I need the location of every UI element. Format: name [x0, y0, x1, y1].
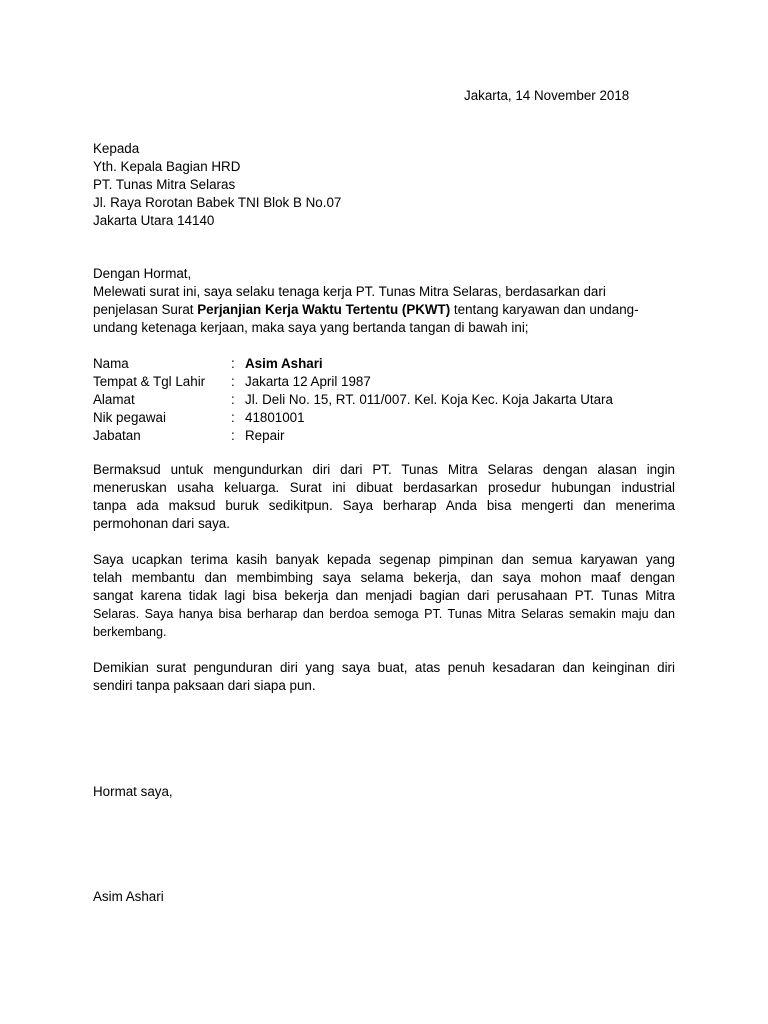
- identity-row: [93, 355, 678, 373]
- greeting: Dengan Hormat,: [93, 266, 192, 281]
- identity-row: [93, 409, 678, 427]
- identity-label: Nama: [93, 356, 129, 371]
- recipient-line: Kepada: [93, 141, 140, 156]
- identity-label: Alamat: [93, 392, 135, 407]
- paragraph-line: sendiri tanpa paksaan dari siapa pun.: [93, 678, 316, 693]
- identity-label: Jabatan: [93, 428, 141, 443]
- identity-value: Asim Ashari: [245, 356, 323, 371]
- identity-colon: :: [231, 374, 235, 389]
- intro-text: tentang karyawan dan undang-: [450, 302, 639, 317]
- identity-row: [93, 373, 678, 391]
- paragraph-line: Demikian surat pengunduran diri yang saya buat, atas penuh kesadaran dan keinginan diri: [93, 660, 675, 675]
- recipient-line: Jakarta Utara 14140: [93, 213, 215, 228]
- paragraph-line: telah membantu dan membimbing saya selama bekerja, dan saya mohon maaf dengan: [93, 570, 675, 585]
- paragraph-line: berkembang.: [93, 625, 167, 639]
- identity-table: [93, 355, 678, 445]
- identity-colon: :: [231, 410, 235, 425]
- paragraph-line: Selaras. Saya hanya bisa berharap dan berdoa semoga PT. Tunas Mitra Selaras semakin maju dan: [93, 607, 675, 621]
- signature-name: Asim Ashari: [93, 889, 164, 904]
- identity-colon: :: [231, 392, 235, 407]
- identity-row: [93, 427, 678, 445]
- identity-value: Jl. Deli No. 15, RT. 011/007. Kel. Koja Kec. Koja Jakarta Utara: [245, 392, 613, 407]
- paragraph-line: sangat karena tidak lagi bisa bekerja dan menjadi bagian dari perusahaan PT. Tunas Mitra: [93, 588, 675, 603]
- intro-line: Melewati surat ini, saya selaku tenaga kerja PT. Tunas Mitra Selaras, berdasarkan dari: [93, 284, 606, 299]
- paragraph-line: Saya ucapkan terima kasih banyak kepada segenap pimpinan dan semua karyawan yang: [93, 552, 675, 567]
- intro-paragraph: [93, 283, 678, 337]
- recipient-line: PT. Tunas Mitra Selaras: [93, 177, 236, 192]
- body-paragraph-closing: [93, 659, 675, 695]
- paragraph-line: Bermaksud untuk mengundurkan diri dari PT. Tunas Mitra Selaras dengan alasan ingin: [93, 462, 675, 477]
- closing-salutation: Hormat saya,: [93, 784, 173, 799]
- identity-colon: :: [231, 428, 235, 443]
- body-paragraph-thanks: [93, 551, 675, 641]
- contract-name: Perjanjian Kerja Waktu Tertentu (PKWT): [197, 302, 451, 317]
- identity-label: Nik pegawai: [93, 410, 166, 425]
- recipient-line: Jl. Raya Rorotan Babek TNI Blok B No.07: [93, 195, 342, 210]
- intro-line: [93, 301, 678, 319]
- identity-value: Repair: [245, 428, 285, 443]
- recipient-line: Yth. Kepala Bagian HRD: [93, 159, 241, 174]
- identity-value: 41801001: [245, 410, 305, 425]
- identity-colon: :: [231, 356, 235, 371]
- identity-value: Jakarta 12 April 1987: [245, 374, 371, 389]
- paragraph-line: tanpa ada maksud buruk sedikitpun. Saya berharap Anda bisa mengerti dan menerima: [93, 498, 675, 513]
- letter-date: Jakarta, 14 November 2018: [464, 88, 630, 103]
- paragraph-line: permohonan dari saya.: [93, 516, 230, 531]
- intro-line: undang ketenaga kerjaan, maka saya yang bertanda tangan di bawah ini;: [93, 320, 529, 335]
- intro-text: penjelasan Surat: [93, 302, 198, 317]
- identity-label: Tempat & Tgl Lahir: [93, 374, 206, 389]
- recipient-block: [93, 140, 341, 230]
- identity-row: [93, 391, 678, 409]
- paragraph-line: meneruskan usaha keluarga. Surat ini dibuat berdasarkan prosedur hubungan industrial: [93, 480, 675, 495]
- body-paragraph-resignation: [93, 461, 675, 533]
